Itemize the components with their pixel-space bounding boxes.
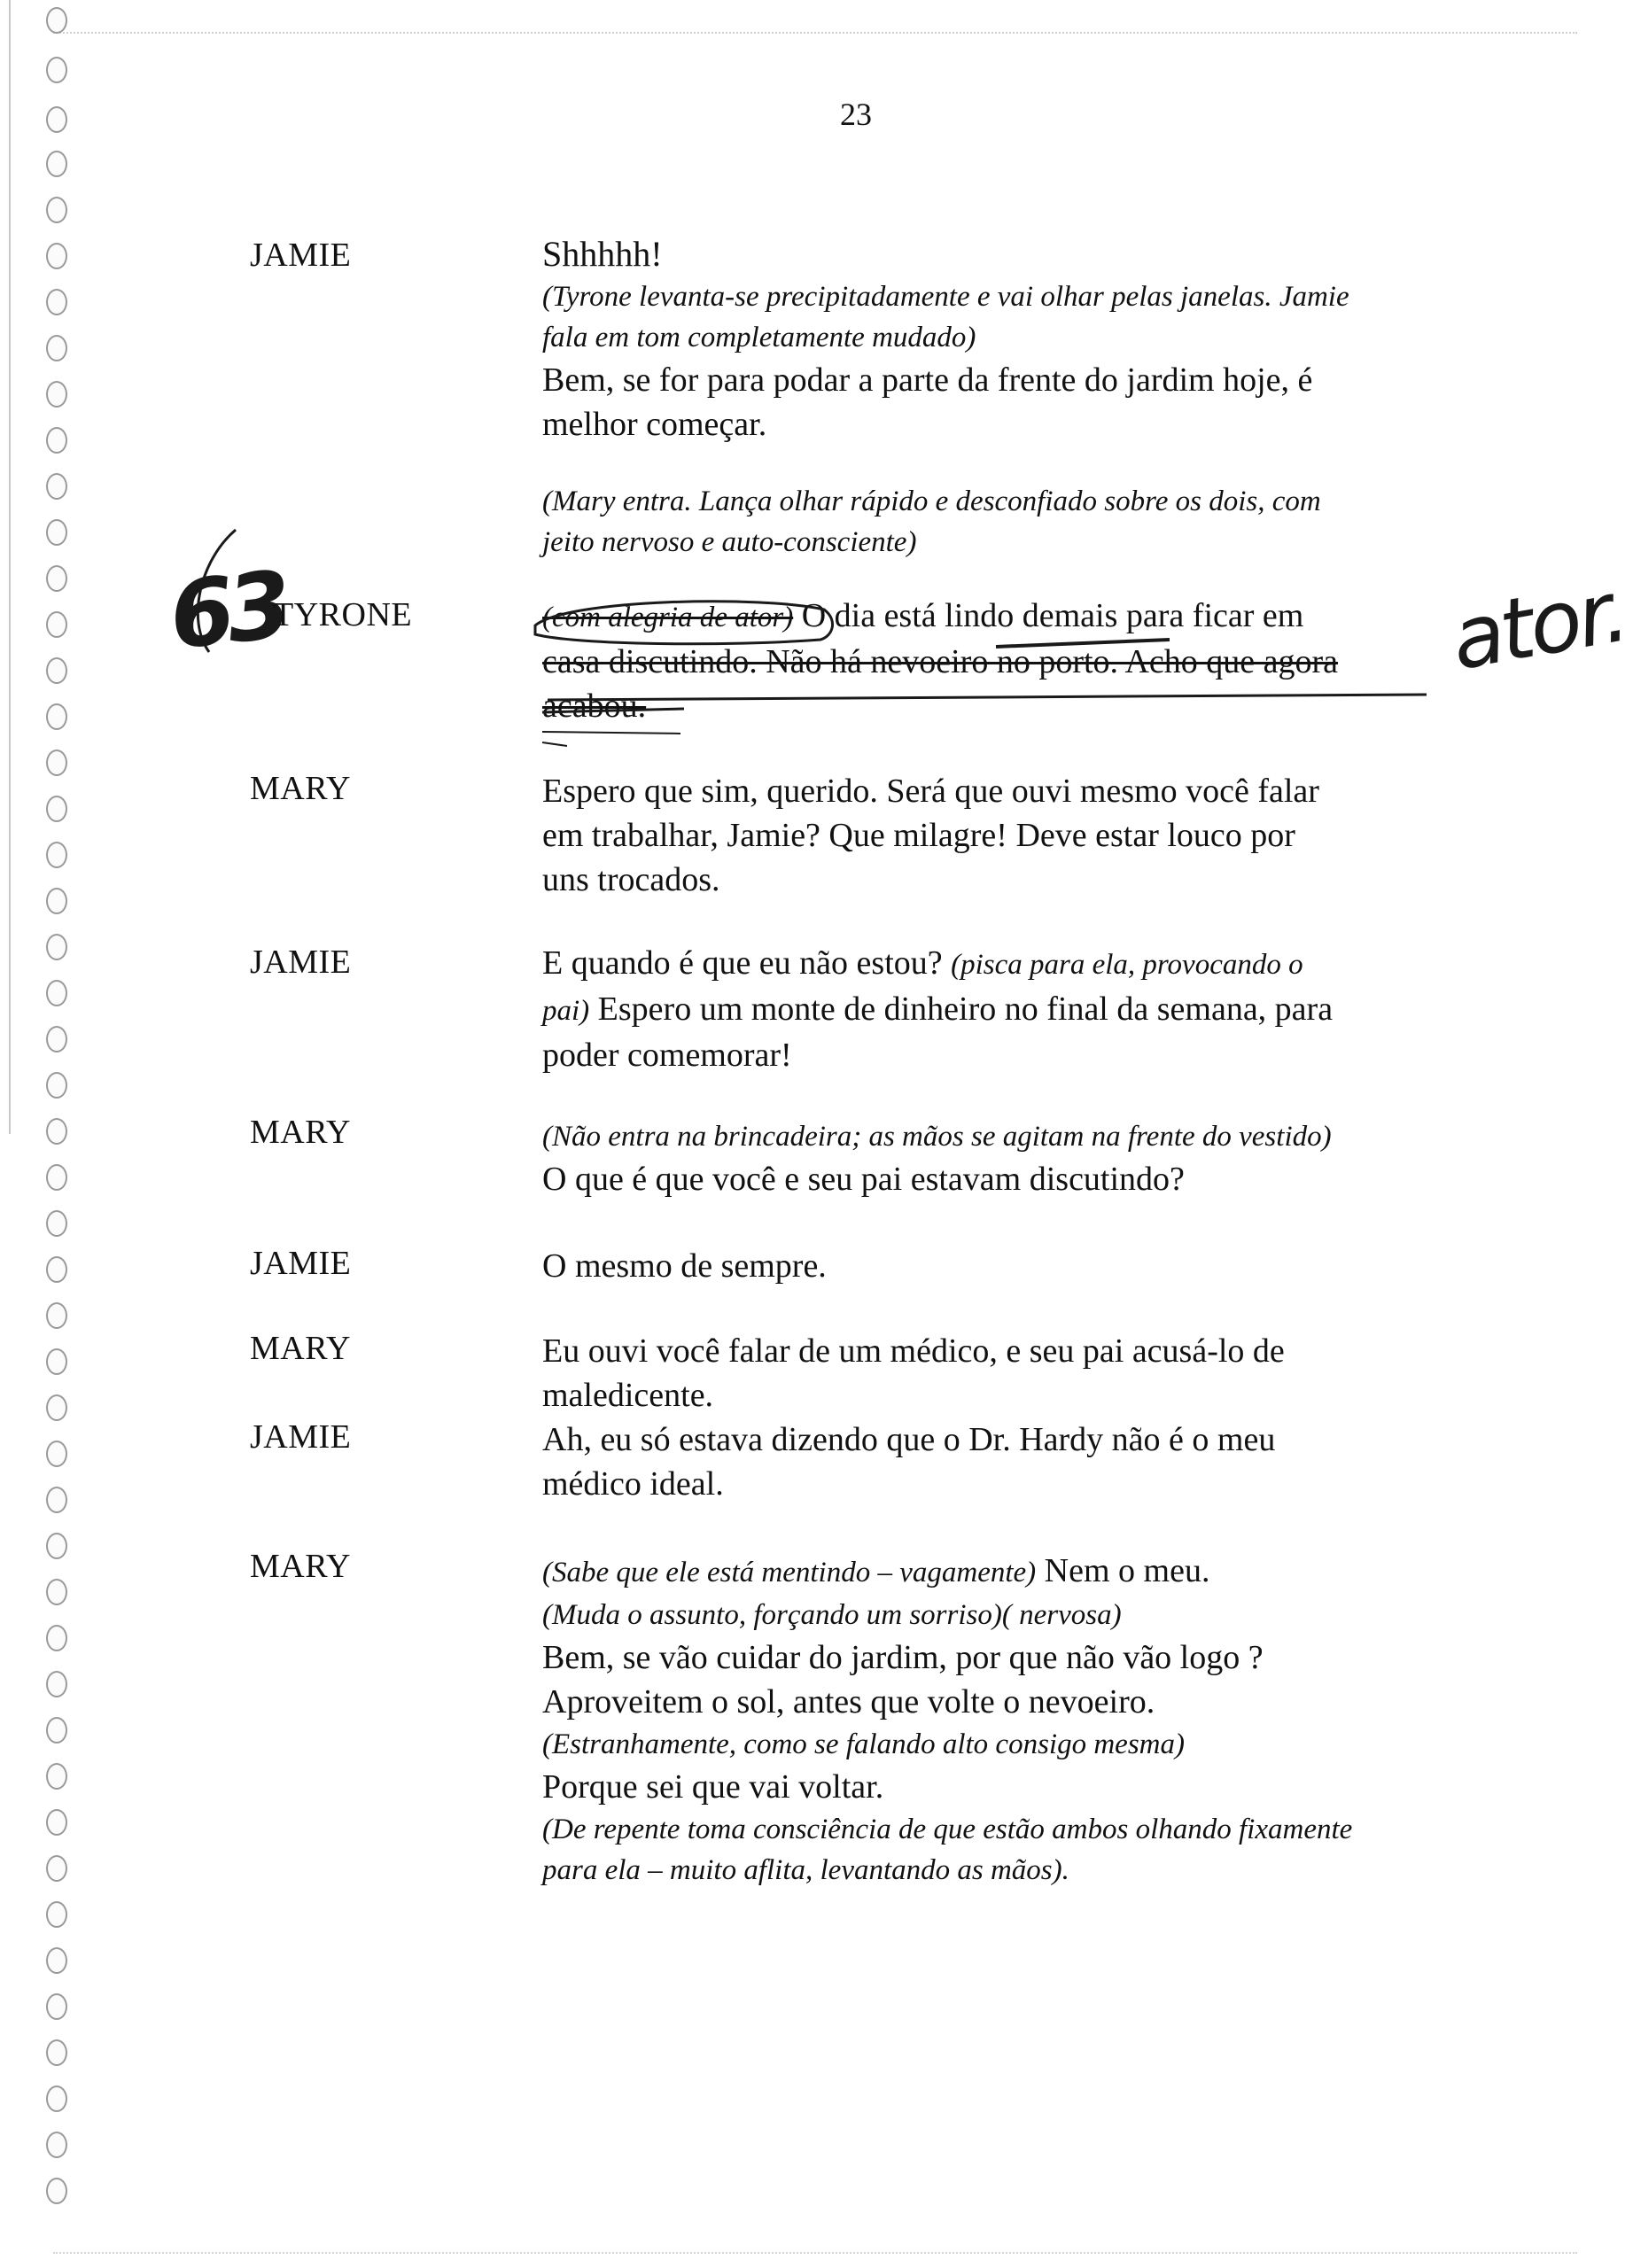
stage-direction: (Não entra na brincadeira; as mãos se agitam na frente do vestido) [542,1121,1332,1153]
binder-hole-icon [46,1072,67,1099]
speech-line: Eu ouvi você falar de um médico, e seu pai acusá-lo de [542,1332,1285,1370]
binder-hole-icon [46,1901,67,1928]
speech-line: médico ideal. [542,1465,724,1503]
dialogue-block [542,1116,1481,1201]
speech-text: Espero um monte de dinheiro no final da semana, para [589,990,1334,1028]
speech-line: maledicente. [542,1377,714,1414]
binder-hole-icon [46,197,67,223]
speaker-name: MARY [250,1330,351,1367]
dialogue-block [542,769,1481,902]
stage-direction: (Mary entra. Lança olhar rápido e desconfiado sobre os dois, com [542,485,1321,517]
binder-hole-icon [46,243,67,269]
speech-line [542,987,1481,1033]
dialogue-block [542,1329,1481,1418]
handwritten-margin-note: ator. [1443,561,1633,690]
binder-hole-icon [46,1348,67,1375]
speaker-name: JAMIE [250,944,352,981]
binder-hole-icon [46,1763,67,1790]
binder-hole-icon [46,1717,67,1744]
bottom-dotted-rule [53,2252,1577,2254]
binder-hole-icon [46,1026,67,1052]
speech-line: Ah, eu só estava dizendo que o Dr. Hardy não é o meu [542,1421,1276,1458]
speech-line: uns trocados. [542,861,720,898]
dialogue-block [542,1244,1481,1288]
speech-line: Bem, se for para podar a parte da frente do jardim hoje, é [542,361,1313,399]
speech-text: E quando é que eu não estou? [542,944,952,982]
binder-hole-icon [46,2132,67,2158]
speech-line: O que é que você e seu pai estavam discutindo? [542,1161,1185,1198]
speech-line: casa discutindo. Não há nevoeiro no porto. Acho que agora [542,643,1339,680]
binder-hole-icon [46,796,67,822]
speech-text: O dia está lindo demais para ficar em [793,597,1304,634]
speaker-name: TYRONE [273,596,413,633]
binder-hole-icon [46,1441,67,1467]
stage-direction: (De repente toma consciência de que estão ambos olhando fixamente [542,1814,1353,1845]
stage-direction: para ela – muito aflita, levantando as mãos). [542,1854,1069,1886]
binder-hole-icon [46,934,67,960]
binder-hole-icon [46,427,67,454]
binder-hole-icon [46,1855,67,1882]
bracket-mark [542,732,680,746]
binder-hole-icon [46,611,67,638]
binder-hole-icon [46,1947,67,1974]
handwritten-cue-number: 63 [164,550,290,671]
speaker-name: MARY [250,1114,351,1151]
speech-line: Aproveitem o sol, antes que volte o nevoeiro. [542,1683,1155,1720]
speech-line [542,1549,1481,1595]
binder-hole-icon [46,1809,67,1836]
binder-hole-icon [46,1256,67,1283]
binder-hole-icon [46,1993,67,2020]
speech-line: poder comemorar! [542,1037,792,1074]
speaker-name: MARY [250,1548,351,1585]
dialogue-block [542,941,1481,1077]
speech-text: Nem o meu. [1036,1552,1210,1589]
binder-hole-icon [46,1118,67,1145]
binder-hole-icon [46,1164,67,1191]
binder-holes [34,0,87,2268]
speech-line: Espero que sim, querido. Será que ouvi mesmo você falar [542,773,1319,810]
binder-hole-icon [46,2085,67,2112]
dialogue-block [542,594,1481,728]
binder-hole-icon [46,473,67,500]
binder-hole-icon [46,57,67,83]
page-number: 23 [840,97,872,132]
speaker-name: JAMIE [250,1245,352,1282]
dialogue-block [542,1549,1481,1891]
binding-edge [9,0,11,1134]
stage-direction: jeito nervoso e auto-consciente) [542,526,917,558]
binder-hole-icon [46,750,67,776]
binder-hole-icon [46,1671,67,1697]
binder-hole-icon [46,842,67,868]
binder-hole-icon [46,1533,67,1559]
stage-direction: fala em tom completamente mudado) [542,322,976,353]
binder-hole-icon [46,106,67,133]
dialogue-block [542,232,1481,447]
stage-direction-inline: (com alegria de ator) [542,602,794,633]
binder-hole-icon [46,565,67,592]
stage-direction-inline: (Sabe que ele está mentindo – vagamente) [542,1557,1037,1588]
binder-hole-icon [46,1394,67,1421]
speech-line [542,941,1481,987]
binder-hole-icon [46,980,67,1006]
stage-direction-inline: (pisca para ela, provocando o [951,949,1303,981]
binder-hole-icon [46,519,67,546]
top-dotted-rule [53,32,1577,34]
stage-direction: (Tyrone levanta-se precipitadamente e vai olhar pelas janelas. Jamie [542,281,1349,313]
speech-line: Shhhhh! [542,234,663,274]
speech-line: em trabalhar, Jamie? Que milagre! Deve estar louco por [542,817,1295,854]
speech-line [542,594,1481,640]
binder-hole-icon [46,1210,67,1237]
dialogue-block [542,481,1481,563]
binder-hole-icon [46,7,67,34]
binder-hole-icon [46,335,67,361]
binder-hole-icon [46,703,67,730]
binder-hole-icon [46,1487,67,1513]
stage-direction: (Muda o assunto, forçando um sorriso)( nervosa) [542,1599,1122,1631]
speaker-name: JAMIE [250,1418,352,1456]
binder-hole-icon [46,888,67,914]
speaker-name: JAMIE [250,237,352,274]
speaker-name: MARY [250,770,351,807]
speech-line: acabou. [542,687,647,725]
stage-direction-inline: pai) [542,995,590,1027]
binder-hole-icon [46,2178,67,2204]
speech-line: melhor começar. [542,406,767,443]
binder-hole-icon [46,289,67,315]
speech-line: O mesmo de sempre. [542,1247,827,1285]
binder-hole-icon [46,381,67,408]
stage-direction: (Estranhamente, como se falando alto consigo mesma) [542,1728,1185,1760]
binder-hole-icon [46,1302,67,1329]
dialogue-block [542,1418,1481,1506]
binder-hole-icon [46,1625,67,1651]
speech-line: Bem, se vão cuidar do jardim, por que não vão logo ? [542,1639,1264,1676]
binder-hole-icon [46,657,67,684]
binder-hole-icon [46,2039,67,2066]
binder-hole-icon [46,151,67,177]
speech-line: Porque sei que vai voltar. [542,1768,884,1806]
binder-hole-icon [46,1579,67,1605]
